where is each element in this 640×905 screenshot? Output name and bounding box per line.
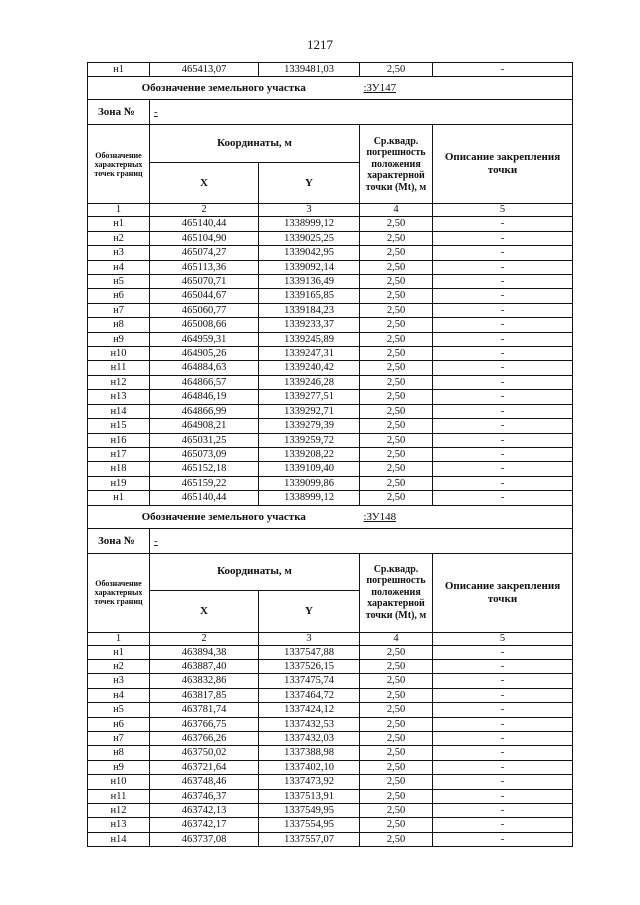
desc-cell: - [433,645,573,659]
table-row [88,390,573,404]
desc-cell: - [433,688,573,702]
error-cell: 2,50 [360,217,433,231]
desc-cell: - [433,717,573,731]
table-row [88,433,573,447]
y-cell: 1339092,14 [259,260,360,274]
x-cell: 463766,26 [150,731,259,745]
table-row [88,447,573,461]
point-cell: н3 [88,246,150,260]
desc-cell: - [433,760,573,774]
y-cell: 1337513,91 [259,789,360,803]
desc-cell: - [433,419,573,433]
x-cell: 464846,19 [150,390,259,404]
y-cell: 1337549,95 [259,804,360,818]
table-row [88,645,573,659]
table-row [88,760,573,774]
error-cell: 2,50 [360,419,433,433]
header-row [88,553,573,590]
column-number: 5 [433,204,573,217]
point-cell: н4 [88,688,150,702]
x-cell: 465044,67 [150,289,259,303]
table-row [88,731,573,745]
y-cell: 1339184,23 [259,303,360,317]
error-cell: 2,50 [360,246,433,260]
point-cell: н4 [88,260,150,274]
desc-cell: - [433,674,573,688]
desc-cell: - [433,318,573,332]
parcel-code: :ЗУ147 [360,77,573,100]
desc-cell: - [433,789,573,803]
zone-value: - [150,528,573,553]
x-cell: 463742,17 [150,818,259,832]
page-number: 1217 [307,37,333,52]
table-row [88,491,573,505]
table-row [88,404,573,418]
y-cell: 1337464,72 [259,688,360,702]
desc-cell: - [433,217,573,231]
error-cell: 2,50 [360,674,433,688]
desc-cell: - [433,332,573,346]
table-row [88,361,573,375]
error-cell: 2,50 [360,289,433,303]
y-cell: 1339233,37 [259,318,360,332]
desc-cell: - [433,260,573,274]
parcel-row [88,505,573,528]
point-cell: н3 [88,674,150,688]
table-row [88,703,573,717]
table-row [88,63,573,77]
x-cell: 463832,86 [150,674,259,688]
table-row [88,659,573,673]
y-cell: 1337547,88 [259,645,360,659]
table-row [88,476,573,490]
point-cell: н9 [88,332,150,346]
desc-cell: - [433,347,573,361]
table-row [88,832,573,846]
desc-cell: - [433,390,573,404]
desc-cell: - [433,775,573,789]
table-row [88,289,573,303]
header-coordinates: Координаты, м [150,125,360,162]
desc-cell: - [433,746,573,760]
point-cell: н14 [88,404,150,418]
error-cell: 2,50 [360,760,433,774]
y-cell: 1337402,10 [259,760,360,774]
y-cell: 1337424,12 [259,703,360,717]
point-cell: н7 [88,731,150,745]
y-cell: 1339025,25 [259,231,360,245]
point-cell: н2 [88,231,150,245]
parcel-label: Обозначение земельного участка [88,505,360,528]
y-cell: 1339208,22 [259,447,360,461]
error-cell: 2,50 [360,447,433,461]
x-cell: 463894,38 [150,645,259,659]
error-cell: 2,50 [360,361,433,375]
table-row [88,462,573,476]
point-cell: н12 [88,804,150,818]
desc-cell: - [433,303,573,317]
column-number: 1 [88,204,150,217]
point-cell: н6 [88,717,150,731]
error-cell: 2,50 [360,462,433,476]
point-cell: н15 [88,419,150,433]
x-cell: 463748,46 [150,775,259,789]
header-description: Описание закрепления точки [433,553,573,632]
header-x: X [150,162,259,204]
zone-label: Зона № [88,100,150,125]
y-cell: 1339136,49 [259,275,360,289]
x-cell: 463781,74 [150,703,259,717]
table-row [88,688,573,702]
point-cell: н1 [88,217,150,231]
desc-cell: - [433,447,573,461]
column-number-row [88,204,573,217]
desc-cell: - [433,433,573,447]
x-cell: 465031,25 [150,433,259,447]
y-cell: 1337388,98 [259,746,360,760]
error-cell: 2,50 [360,717,433,731]
error-cell: 2,50 [360,688,433,702]
y-cell: 1339292,71 [259,404,360,418]
table-row [88,717,573,731]
y-cell: 1338999,12 [259,217,360,231]
error-cell: 2,50 [360,703,433,717]
header-row [88,125,573,162]
point-cell: н7 [88,303,150,317]
error-cell: 2,50 [360,404,433,418]
error-cell: 2,50 [360,746,433,760]
column-number: 5 [433,632,573,645]
point-cell: н13 [88,818,150,832]
x-cell: 463737,08 [150,832,259,846]
x-cell: 465113,36 [150,260,259,274]
x-cell: 465140,44 [150,217,259,231]
header-error: Ср.квадр. погрешность положения характерной точки (Mt), м [360,125,433,204]
table-row [88,674,573,688]
desc-cell: - [433,804,573,818]
error-cell: 2,50 [360,303,433,317]
point-cell: н11 [88,789,150,803]
y-cell: 1337557,07 [259,832,360,846]
point-cell: н10 [88,775,150,789]
y-cell: 1339042,95 [259,246,360,260]
error-cell: 2,50 [360,231,433,245]
error-cell: 2,50 [360,275,433,289]
error-cell: 2,50 [360,433,433,447]
point-cell: н1 [88,491,150,505]
error-cell: 2,50 [360,332,433,346]
desc-cell: - [433,491,573,505]
error-cell: 2,50 [360,832,433,846]
y-cell: 1337526,15 [259,659,360,673]
header-coordinates: Координаты, м [150,553,360,590]
y-cell: 1337475,74 [259,674,360,688]
table-row [88,332,573,346]
x-cell: 463750,02 [150,746,259,760]
column-number: 2 [150,632,259,645]
point-cell: н8 [88,318,150,332]
y-cell: 1339240,42 [259,361,360,375]
zone-value: - [150,100,573,125]
x-cell: 463887,40 [150,659,259,673]
error-cell: 2,50 [360,375,433,389]
x-cell: 464866,57 [150,375,259,389]
y-cell: 1339277,51 [259,390,360,404]
x-cell: 463817,85 [150,688,259,702]
table-row [88,217,573,231]
desc-cell: - [433,476,573,490]
desc-cell: - [433,462,573,476]
x-cell: 465074,27 [150,246,259,260]
x-cell: 465152,18 [150,462,259,476]
table-row [88,231,573,245]
error-cell: 2,50 [360,491,433,505]
error-cell: 2,50 [360,318,433,332]
desc-cell: - [433,63,573,77]
zone-label: Зона № [88,528,150,553]
desc-cell: - [433,659,573,673]
error-cell: 2,50 [360,347,433,361]
header-description: Описание закрепления точки [433,125,573,204]
error-cell: 2,50 [360,476,433,490]
y-cell: 1339246,28 [259,375,360,389]
x-cell: 464959,31 [150,332,259,346]
column-number: 2 [150,204,259,217]
point-cell: н16 [88,433,150,447]
point-cell: н5 [88,703,150,717]
y-cell: 1337432,03 [259,731,360,745]
point-cell: н14 [88,832,150,846]
y-cell: 1339279,39 [259,419,360,433]
error-cell: 2,50 [360,804,433,818]
x-cell: 465073,09 [150,447,259,461]
y-cell: 1337473,92 [259,775,360,789]
error-cell: 2,50 [360,63,433,77]
desc-cell: - [433,703,573,717]
error-cell: 2,50 [360,789,433,803]
point-cell: н8 [88,746,150,760]
point-cell: н11 [88,361,150,375]
point-cell: н10 [88,347,150,361]
x-cell: 465104,90 [150,231,259,245]
error-cell: 2,50 [360,731,433,745]
point-cell: н1 [88,63,150,77]
parcel-row [88,77,573,100]
desc-cell: - [433,361,573,375]
point-cell: н17 [88,447,150,461]
table-row [88,260,573,274]
table-row [88,789,573,803]
x-cell: 463742,13 [150,804,259,818]
x-cell: 465008,66 [150,318,259,332]
y-cell: 1337432,53 [259,717,360,731]
y-cell: 1339099,86 [259,476,360,490]
header-y: Y [259,162,360,204]
x-cell: 465159,22 [150,476,259,490]
table-row [88,347,573,361]
x-cell: 464866,99 [150,404,259,418]
desc-cell: - [433,231,573,245]
column-number: 4 [360,204,433,217]
y-cell: 1338999,12 [259,491,360,505]
point-cell: н19 [88,476,150,490]
x-cell: 465413,07 [150,63,259,77]
desc-cell: - [433,246,573,260]
table-row [88,818,573,832]
y-cell: 1339247,31 [259,347,360,361]
desc-cell: - [433,289,573,303]
x-cell: 465060,77 [150,303,259,317]
x-cell: 464908,21 [150,419,259,433]
table-row [88,775,573,789]
y-cell: 1339165,85 [259,289,360,303]
point-cell: н2 [88,659,150,673]
desc-cell: - [433,818,573,832]
coordinates-table [87,62,573,847]
point-cell: н5 [88,275,150,289]
error-cell: 2,50 [360,260,433,274]
x-cell: 464905,26 [150,347,259,361]
x-cell: 463746,37 [150,789,259,803]
table-row [88,746,573,760]
desc-cell: - [433,731,573,745]
parcel-code: :ЗУ148 [360,505,573,528]
x-cell: 465140,44 [150,491,259,505]
point-cell: н18 [88,462,150,476]
desc-cell: - [433,832,573,846]
zone-row [88,100,573,125]
desc-cell: - [433,375,573,389]
point-cell: н6 [88,289,150,303]
table-row [88,419,573,433]
point-cell: н9 [88,760,150,774]
y-cell: 1339109,40 [259,462,360,476]
error-cell: 2,50 [360,390,433,404]
column-number: 1 [88,632,150,645]
column-number: 3 [259,204,360,217]
table-row [88,246,573,260]
column-number: 3 [259,632,360,645]
header-point: Обозначение характерных точек границ [88,553,150,632]
desc-cell: - [433,404,573,418]
y-cell: 1339245,89 [259,332,360,346]
y-cell: 1339259,72 [259,433,360,447]
x-cell: 464884,63 [150,361,259,375]
table-row [88,375,573,389]
x-cell: 463721,64 [150,760,259,774]
header-y: Y [259,591,360,633]
table-row [88,804,573,818]
parcel-label: Обозначение земельного участка [88,77,360,100]
y-cell: 1339481,03 [259,63,360,77]
desc-cell: - [433,275,573,289]
header-x: X [150,591,259,633]
table-row [88,275,573,289]
zone-row [88,528,573,553]
table-row [88,303,573,317]
table-row [88,318,573,332]
error-cell: 2,50 [360,775,433,789]
column-number-row [88,632,573,645]
point-cell: н12 [88,375,150,389]
column-number: 4 [360,632,433,645]
error-cell: 2,50 [360,659,433,673]
point-cell: н13 [88,390,150,404]
point-cell: н1 [88,645,150,659]
x-cell: 463766,75 [150,717,259,731]
y-cell: 1337554,95 [259,818,360,832]
x-cell: 465070,71 [150,275,259,289]
error-cell: 2,50 [360,818,433,832]
header-error: Ср.квадр. погрешность положения характерной точки (Mt), м [360,553,433,632]
error-cell: 2,50 [360,645,433,659]
header-point: Обозначение характерных точек границ [88,125,150,204]
